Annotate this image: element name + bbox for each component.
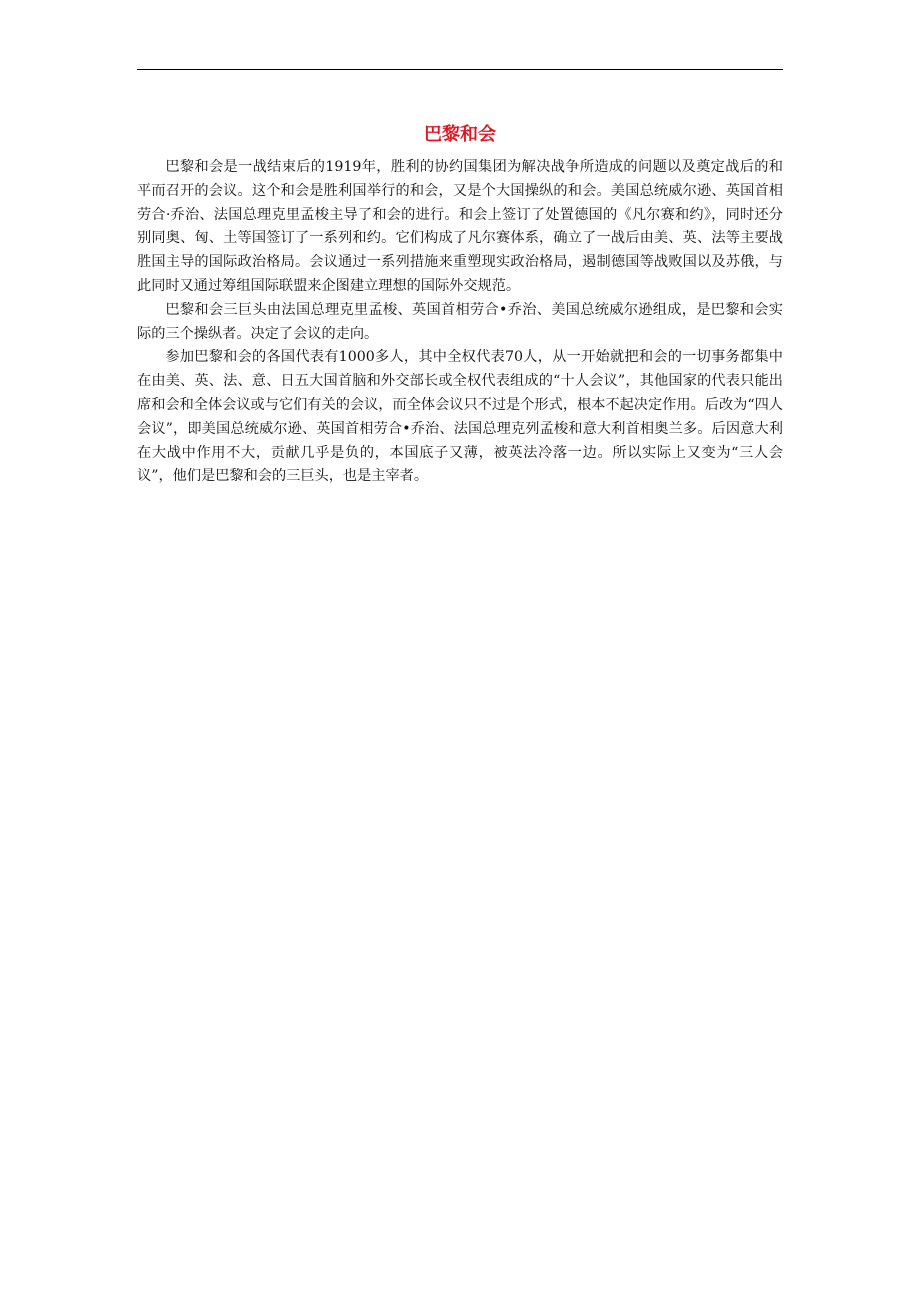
article-body (137, 156, 783, 489)
header-rule (137, 69, 783, 70)
paragraph: 巴黎和会是一战结束后的1919年，胜利的协约国集团为解决战争所造成的问题以及奠定战后的和平而召开的会议。这个和会是胜利国举行的和会，又是个大国操纵的和会。美国总统威尔逊、英国首相劳合·乔治、法国总理克里孟梭主导了和会的进行。和会上签订了处置德国的《凡尔赛和约》，同时还分别同奥、匈、土等国签订了一系列和约。它们构成了凡尔赛体系，确立了一战后由美、英、法等主要战胜国主导的国际政治格局。会议通过一系列措施来重塑现实政治格局，遏制德国等战败国以及苏俄，与此同时又通过筹组国际联盟来企图建立理想的国际外交规范。 (137, 159, 783, 294)
page-title: 巴黎和会 (424, 124, 496, 145)
paragraph: 巴黎和会三巨头由法国总理克里孟梭、英国首相劳合•乔治、美国总统威尔逊组成，是巴黎和会实际的三个操纵者。决定了会议的走向。 (137, 301, 783, 342)
paragraph: 参加巴黎和会的各国代表有1000多人，其中全权代表70人，从一开始就把和会的一切事务都集中在由美、英、法、意、日五大国首脑和外交部长或全权代表组成的“十人会议”，其他国家的代表只能出席和会和全体会议或与它们有关的会议，而全体会议只不过是个形式，根本不起决定作用。后改为“四人会议”，即美国总统威尔逊、英国首相劳合•乔治、法国总理克列孟梭和意大利首相奥兰多。后因意大利在大战中作用不大，贡献几乎是负的，本国底子又薄，被英法冷落一边。所以实际上又变为“三人会议”，他们是巴黎和会的三巨头，也是主宰者。 (137, 349, 783, 485)
